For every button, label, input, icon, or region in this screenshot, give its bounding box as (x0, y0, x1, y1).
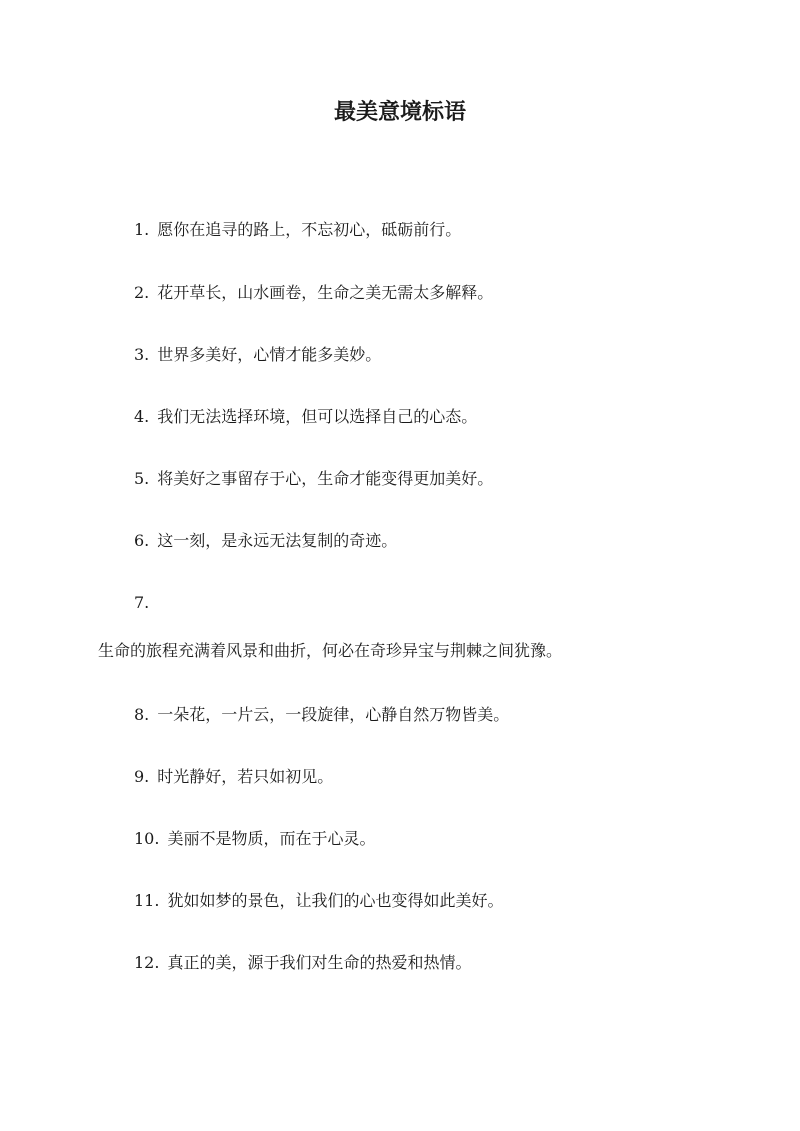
item-number: 11. (134, 891, 160, 910)
list-item (134, 468, 493, 490)
item-number: 7. (134, 593, 150, 612)
item-text: 花开草长，山水画卷，生命之美无需太多解释。 (157, 283, 494, 302)
list-item (134, 952, 471, 974)
item-number: 10. (134, 829, 160, 848)
item-text: 时光静好，若只如初见。 (157, 767, 334, 786)
item-number: 3. (134, 345, 150, 364)
item-number: 12. (134, 953, 160, 972)
item-text: 世界多美好，心情才能多美妙。 (157, 345, 382, 364)
list-item (134, 219, 461, 241)
list-item (134, 344, 381, 366)
item-number: 5. (134, 469, 150, 488)
item-text: 美丽不是物质，而在于心灵。 (167, 829, 376, 848)
list-item (134, 406, 477, 428)
item-text: 一朵花，一片云，一段旋律，心静自然万物皆美。 (157, 705, 510, 724)
item-text: 我们无法选择环境，但可以选择自己的心态。 (157, 407, 478, 426)
list-item (134, 704, 509, 726)
document-title: 最美意境标语 (333, 99, 466, 125)
item-text: 犹如如梦的景色，让我们的心也变得如此美好。 (167, 891, 504, 910)
item-text: 愿你在追寻的路上，不忘初心，砥砺前行。 (157, 220, 462, 239)
item-number: 1. (134, 220, 150, 239)
list-item (134, 530, 397, 552)
list-item (134, 282, 493, 304)
item-text: 真正的美，源于我们对生命的热爱和热情。 (167, 953, 472, 972)
item-number: 4. (134, 407, 150, 426)
item-number: 2. (134, 283, 150, 302)
item-number: 6. (134, 531, 150, 550)
list-item (134, 828, 375, 850)
list-item (134, 766, 333, 788)
list-item (134, 890, 503, 912)
item-number: 8. (134, 705, 150, 724)
item-number: 9. (134, 767, 150, 786)
item-text: 生命的旅程充满着风景和曲折，何必在奇珍异宝与荆棘之间犹豫。 (98, 641, 563, 660)
item-text: 这一刻，是永远无法复制的奇迹。 (157, 531, 398, 550)
item-text: 将美好之事留存于心，生命才能变得更加美好。 (157, 469, 494, 488)
